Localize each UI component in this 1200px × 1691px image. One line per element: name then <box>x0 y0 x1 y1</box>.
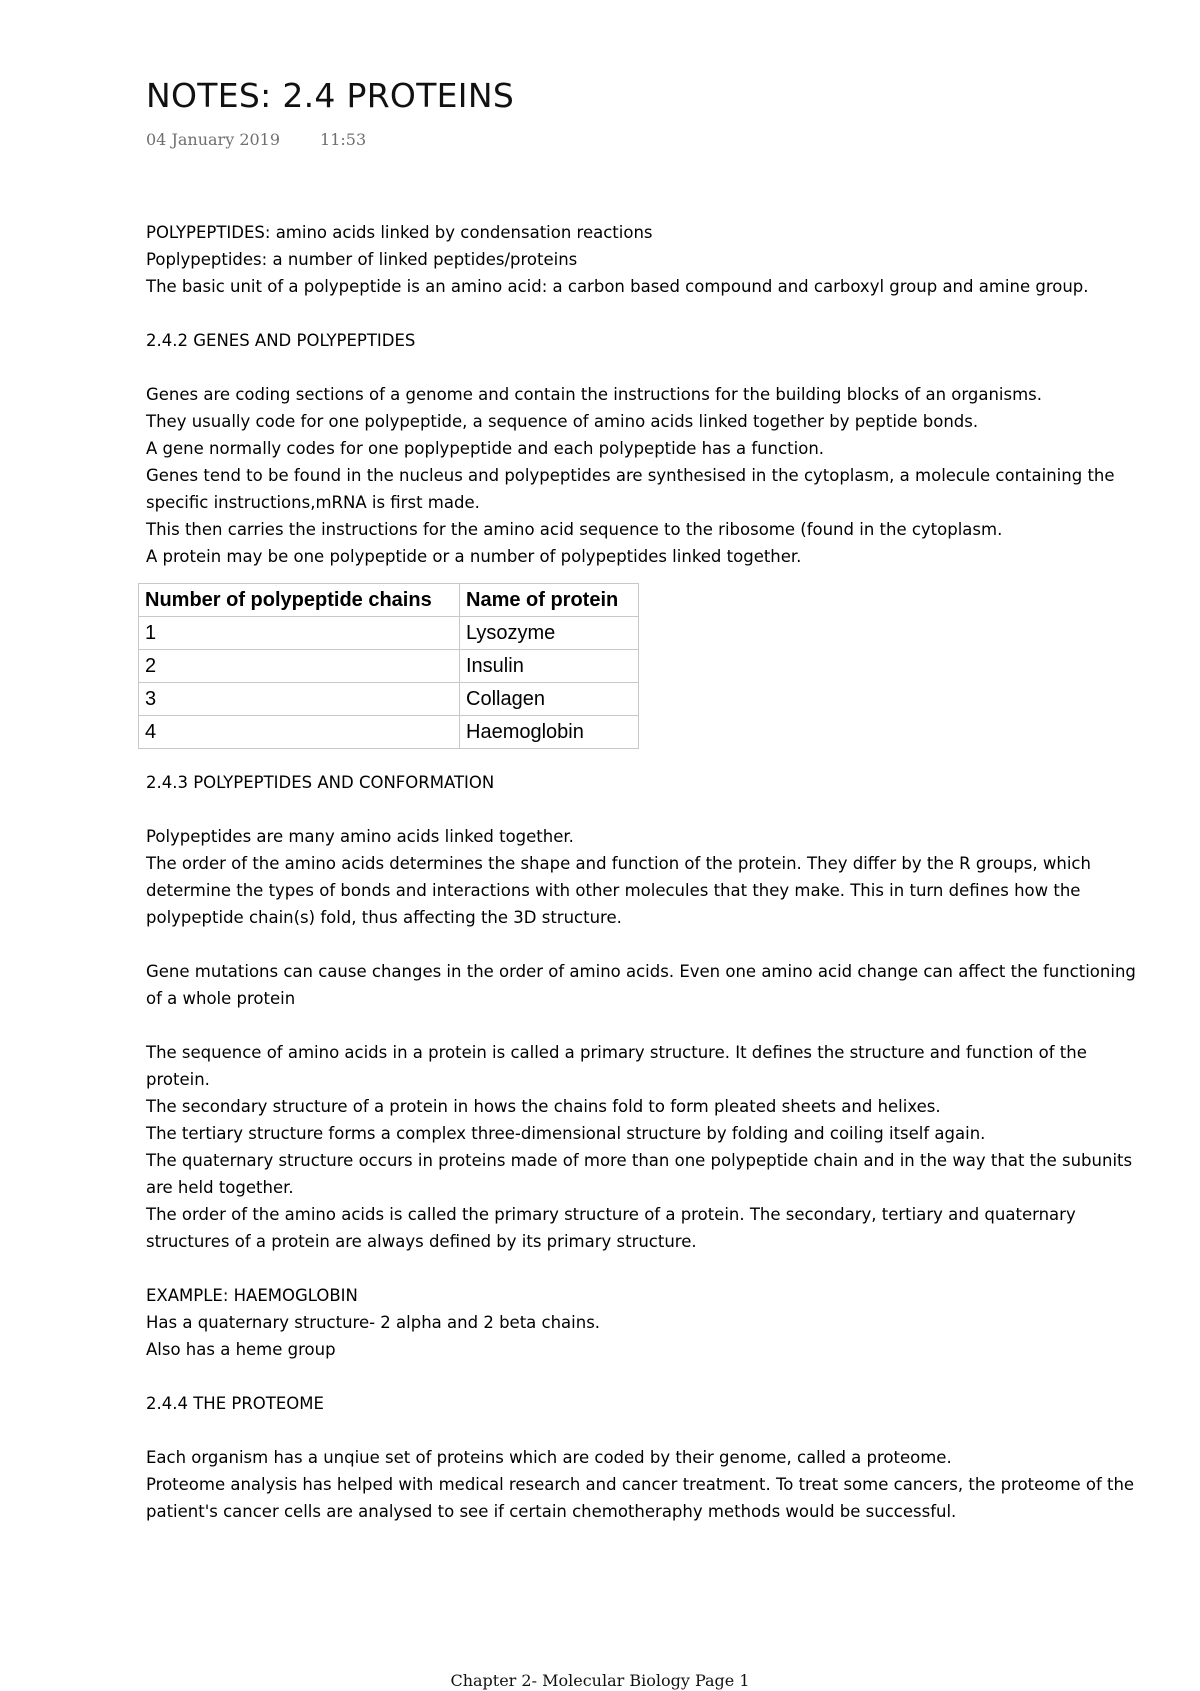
genes-line: A protein may be one polypeptide or a number of polypeptides linked together. <box>146 547 802 566</box>
table-cell-protein: Insulin <box>460 650 639 683</box>
structure-line: The quaternary structure occurs in proteins made of more than one polypeptide chain and in the way that the subunits are held together. <box>146 1151 1133 1197</box>
table-cell-protein: Lysozyme <box>460 617 639 650</box>
page-meta <box>146 130 366 149</box>
table-row <box>139 716 639 749</box>
table-row <box>139 683 639 716</box>
table-cell-chains: 1 <box>139 617 460 650</box>
example-heading: EXAMPLE: HAEMOGLOBIN <box>146 1286 358 1305</box>
conformation-line: Polypeptides are many amino acids linked together. <box>146 827 574 846</box>
table-header-protein: Name of protein <box>460 584 639 617</box>
genes-line: This then carries the instructions for the amino acid sequence to the ribosome (found in the cytoplasm. <box>146 520 1003 539</box>
genes-line: A gene normally codes for one poplypeptide and each polypeptide has a function. <box>146 439 825 458</box>
structure-line: The sequence of amino acids in a protein is called a primary structure. It defines the structure and function of the protein. <box>146 1043 1087 1089</box>
conformation-line: The order of the amino acids determines the shape and function of the protein. They differ by the R groups, which determine the types of bonds and interactions with other molecules that they make. This in turn defines how the polypeptide chain(s) fold, thus affecting the 3D structure. <box>146 854 1091 927</box>
page-title: NOTES: 2.4 PROTEINS <box>146 76 515 115</box>
table-cell-chains: 3 <box>139 683 460 716</box>
genes-line: Genes tend to be found in the nucleus and polypeptides are synthesised in the cytoplasm, a molecule containing the specific instructions,mRNA is first made. <box>146 466 1115 512</box>
note-body <box>146 219 1146 1525</box>
intro-line: POLYPEPTIDES: amino acids linked by condensation reactions <box>146 223 653 242</box>
table-cell-protein: Collagen <box>460 683 639 716</box>
table-row <box>139 617 639 650</box>
structure-line: The secondary structure of a protein in hows the chains fold to form pleated sheets and helixes. <box>146 1097 941 1116</box>
table-cell-chains: 4 <box>139 716 460 749</box>
page-footer: Chapter 2- Molecular Biology Page 1 <box>450 1671 750 1690</box>
table-cell-protein: Haemoglobin <box>460 716 639 749</box>
genes-line: Genes are coding sections of a genome and contain the instructions for the building blocks of an organisms. <box>146 385 1043 404</box>
section-heading-genes: 2.4.2 GENES AND POLYPEPTIDES <box>146 331 416 350</box>
protein-table <box>138 583 639 749</box>
note-date: 04 January 2019 <box>146 130 281 149</box>
example-line: Has a quaternary structure- 2 alpha and 2 beta chains. <box>146 1313 601 1332</box>
proteome-line: Proteome analysis has helped with medical research and cancer treatment. To treat some cancers, the proteome of the patient's cancer cells are analysed to see if certain chemotheraphy methods would be successful. <box>146 1475 1135 1521</box>
table-header-chains: Number of polypeptide chains <box>139 584 460 617</box>
genes-line: They usually code for one polypeptide, a sequence of amino acids linked together by peptide bonds. <box>146 412 979 431</box>
table-cell-chains: 2 <box>139 650 460 683</box>
section-heading-proteome: 2.4.4 THE PROTEOME <box>146 1394 324 1413</box>
protein-table-wrap <box>138 583 1146 749</box>
proteome-line: Each organism has a unqiue set of proteins which are coded by their genome, called a proteome. <box>146 1448 952 1467</box>
structure-line: The order of the amino acids is called the primary structure of a protein. The secondary, tertiary and quaternary structures of a protein are always defined by its primary structure. <box>146 1205 1076 1251</box>
note-time: 11:53 <box>320 130 367 149</box>
section-heading-conformation: 2.4.3 POLYPEPTIDES AND CONFORMATION <box>146 773 495 792</box>
intro-line: The basic unit of a polypeptide is an amino acid: a carbon based compound and carboxyl group and amine group. <box>146 277 1089 296</box>
example-line: Also has a heme group <box>146 1340 336 1359</box>
table-header-row <box>139 584 639 617</box>
mutation-paragraph: Gene mutations can cause changes in the order of amino acids. Even one amino acid change can affect the functioning of a whole protein <box>146 962 1136 1008</box>
intro-line: Poplypeptides: a number of linked peptides/proteins <box>146 250 578 269</box>
structure-line: The tertiary structure forms a complex three-dimensional structure by folding and coiling itself again. <box>146 1124 986 1143</box>
table-row <box>139 650 639 683</box>
